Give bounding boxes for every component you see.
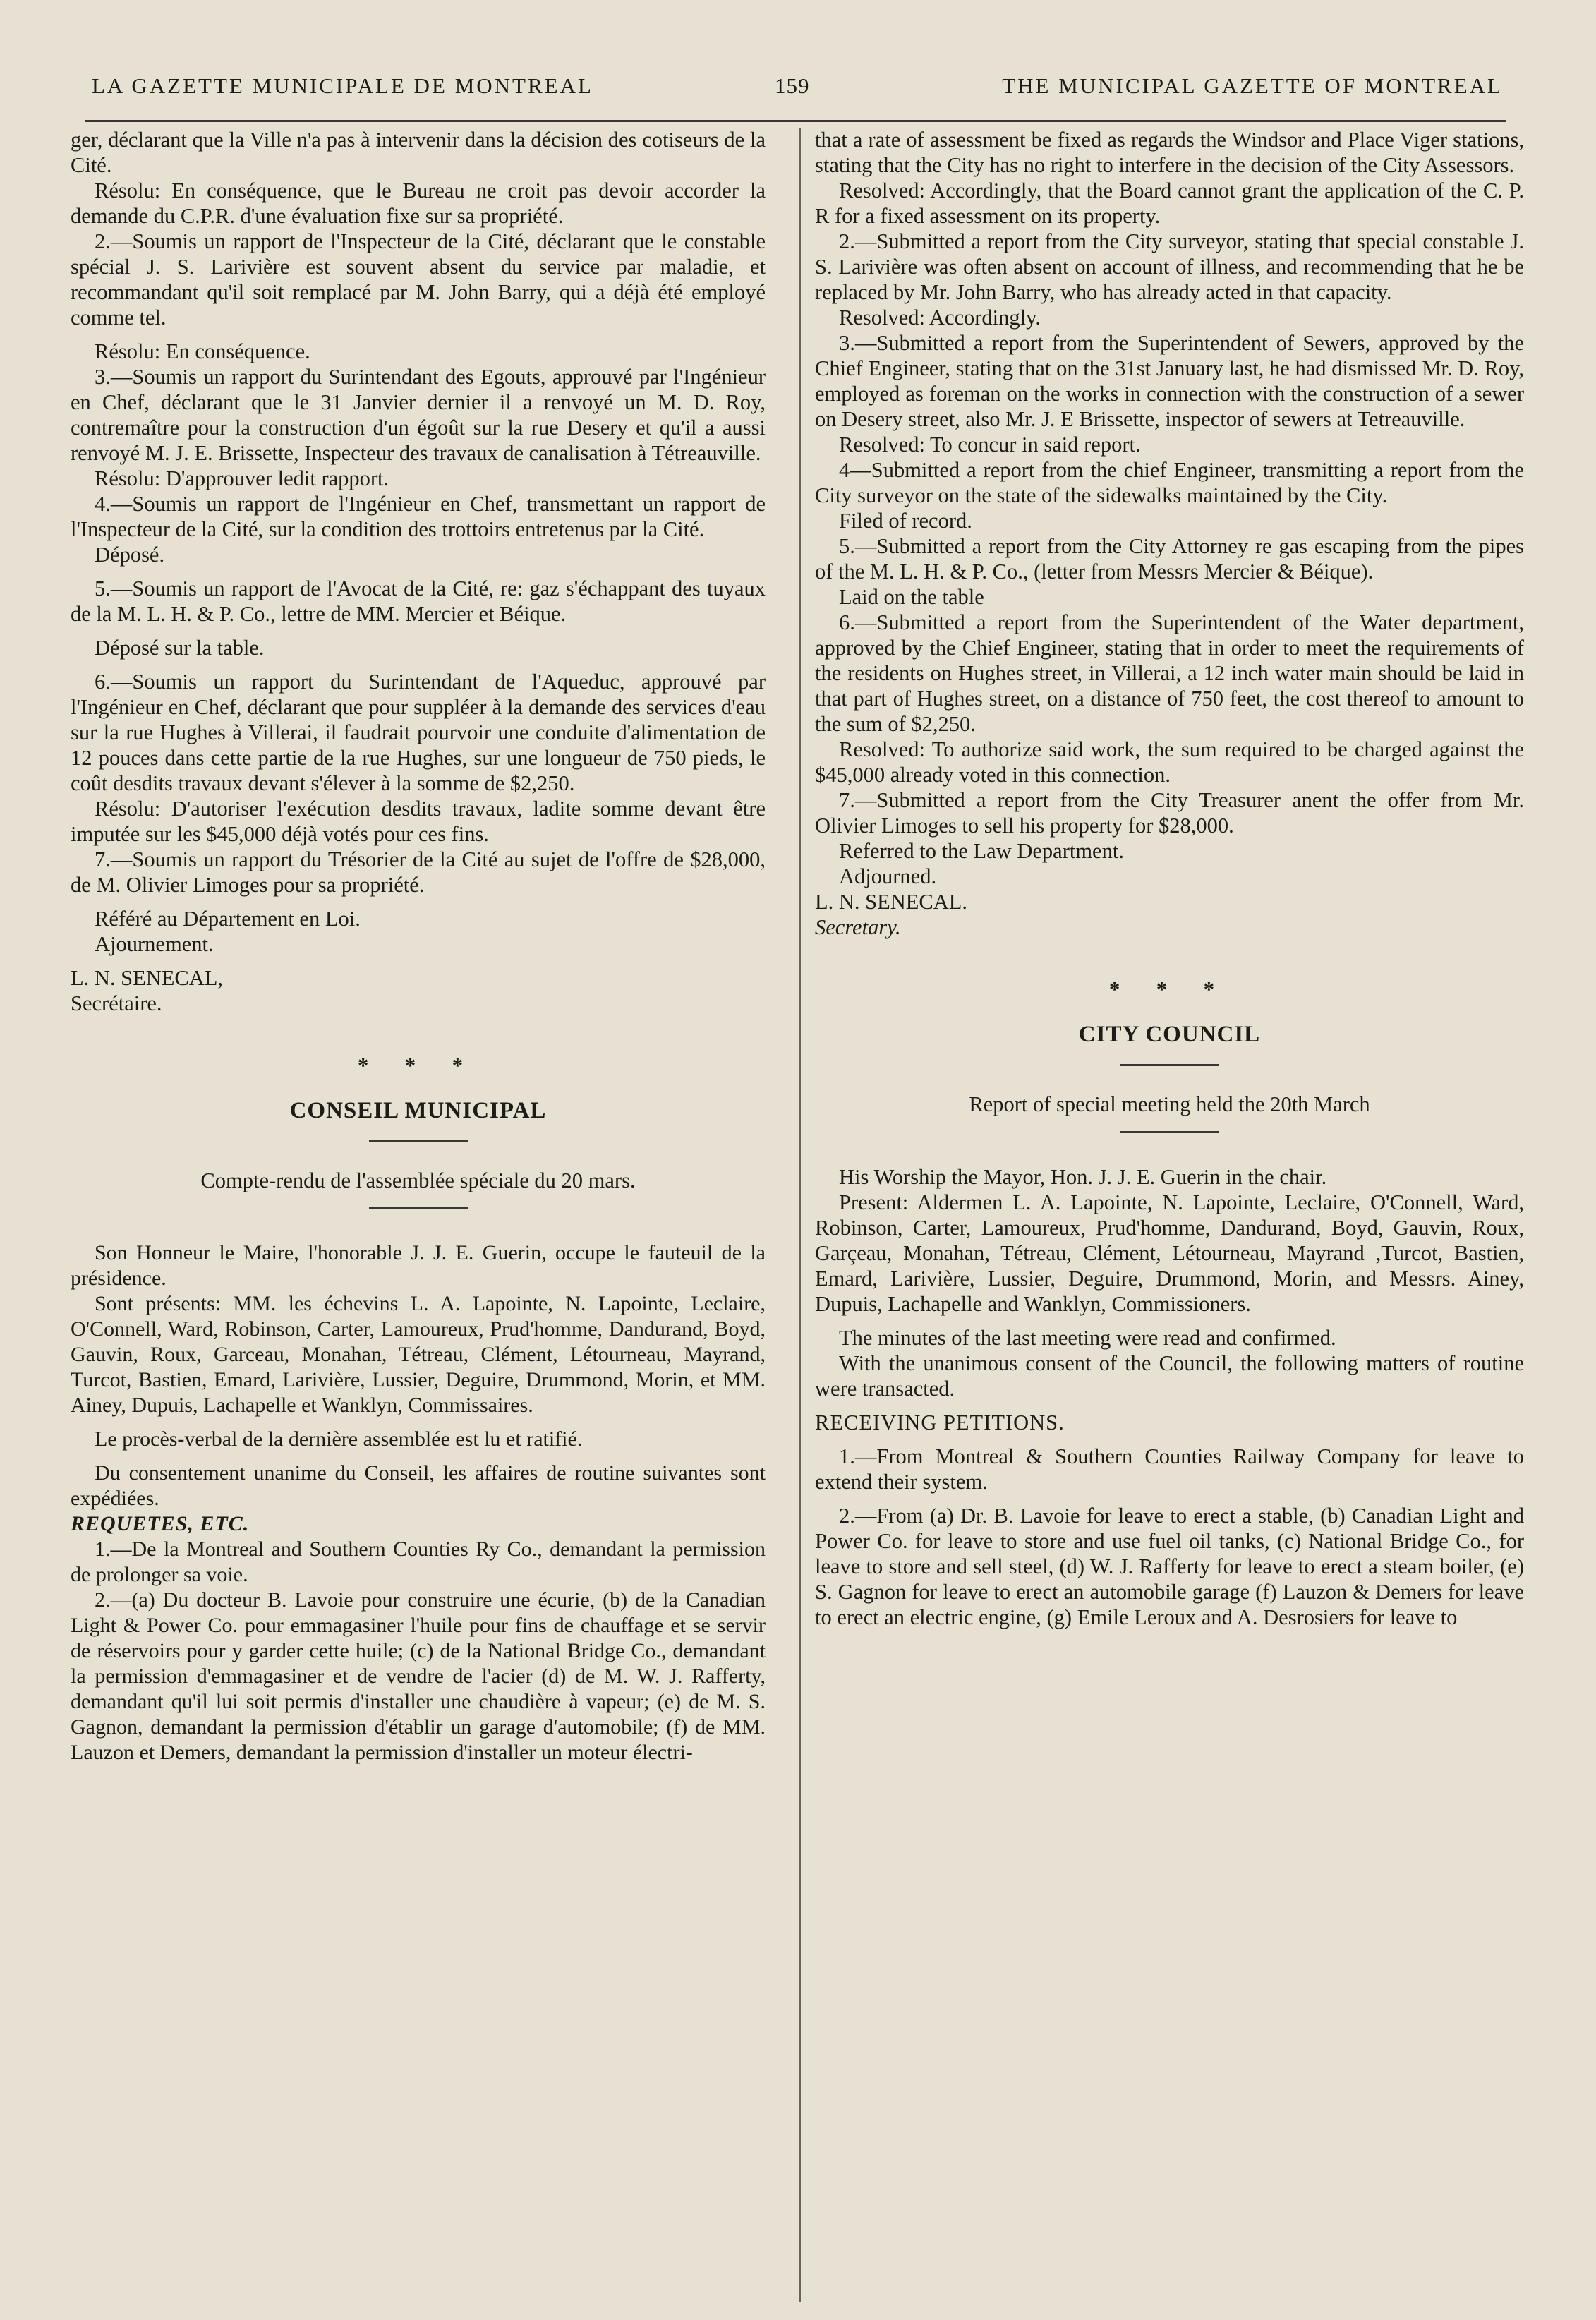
en-title-rule bbox=[1120, 1064, 1219, 1066]
fr-paragraph: Ajournement. bbox=[95, 932, 214, 956]
en-body-paragraph: Present: Aldermen L. A. Lapointe, N. Lapointe, Leclaire, O'Connell, Ward, Robinson, Carter, Lamoureux, Prud'homme, Dandurand, Boyd, Gauvin, Roux, Garçeau, Monahan, Tétreau, Clément, Létourneau, Mayrand ,Turcot, Bastien, Emard, Larivière, Lussier, Deguire, Drummond, Morin, and Messrs. Ainey, Dupuis, Lachapelle and Wanklyn, Commissioners. bbox=[815, 1190, 1524, 1316]
en-section-stars: * * * bbox=[1109, 977, 1230, 1001]
french-column bbox=[71, 127, 766, 1765]
fr-paragraph: Déposé. bbox=[95, 543, 165, 567]
en-meeting-body bbox=[815, 1164, 1524, 1630]
column-divider bbox=[799, 128, 801, 2302]
en-paragraph: 7.—Submitted a report from the City Treasurer anent the offer from Mr. Olivier Limoges to sell his property for $28,000. bbox=[815, 788, 1524, 838]
en-paragraph: Filed of record. bbox=[839, 509, 972, 533]
en-petitions-heading: RECEIVING PETITIONS. bbox=[815, 1410, 1065, 1434]
en-paragraph: Resolved: To concur in said report. bbox=[839, 433, 1141, 457]
fr-body-paragraph: Du consentement unanime du Conseil, les affaires de routine suivantes sont expédiées. bbox=[71, 1461, 766, 1510]
fr-paragraph: 3.—Soumis un rapport du Surintendant des Egouts, approuvé par l'Ingénieur en Chef, déclarant que le 31 Janvier dernier il a renvoyé un M. D. Roy, contremaître pour la construction d'un égoût sur la rue Desery et qu'il a aussi renvoyé M. J. E. Brissette, Inspecteur des travaux de canalisation à Tétreauville. bbox=[71, 365, 766, 465]
header-rule bbox=[85, 120, 1506, 122]
en-report-rule bbox=[1120, 1131, 1219, 1133]
en-paragraph: Referred to the Law Department. bbox=[839, 839, 1124, 863]
fr-paragraph: 2.—Soumis un rapport de l'Inspecteur de la Cité, déclarant que le constable spécial J. S. Larivière est souvent absent du service par maladie, et recommandant qu'il soit remplacé par M. John Barry, qui a déjà été employé comme tel. bbox=[71, 229, 766, 330]
en-petition: 2.—From (a) Dr. B. Lavoie for leave to erect a stable, (b) Canadian Light and Power Co. for leave to store and use fuel oil tanks, (c) National Bridge Co., for leave to store and sell steel, (d) W. J. Rafferty for leave to erect a steam boiler, (e) S. Gagnon for leave to erect an automobile garage (f) Lauzon & Demers for leave to erect an electric engine, (g) Emile Leroux and A. Desrosiers for leave to bbox=[815, 1504, 1524, 1629]
en-paragraph: that a rate of assessment be fixed as regards the Windsor and Place Viger stations, stating that the City has no right to interfere in the decision of the City Assessors. bbox=[815, 128, 1524, 177]
en-paragraph: Adjourned. bbox=[839, 864, 937, 888]
en-signature-title: Secretary. bbox=[815, 915, 901, 939]
en-body-paragraph: With the unanimous consent of the Council, the following matters of routine were transacted. bbox=[815, 1351, 1524, 1401]
fr-paragraph: 5.—Soumis un rapport de l'Avocat de la Cité, re: gaz s'échappant des tuyaux de la M. L. H. & P. Co., lettre de MM. Mercier et Béique. bbox=[71, 576, 766, 626]
en-paragraph: 3.—Submitted a report from the Superintendent of Sewers, approved by the Chief Engineer, stating that on the 31st January last, he had dismissed Mr. D. Roy, employed as foreman on the works in connection with the construction of a sewer on Desery street, also Mr. J. E Brissette, inspector of sewers at Tetreauville. bbox=[815, 331, 1524, 431]
en-council-title: CITY COUNCIL bbox=[1078, 1022, 1261, 1047]
fr-requete: 2.—(a) Du docteur B. Lavoie pour construire une écurie, (b) de la Canadian Light & Power Co. pour emmagasiner l'huile pour fins de chauffage et se servir de réservoirs pour y garder cette huile; (c) de la National Bridge Co., demandant la permission d'emmagasiner et de vendre de l'acier (d) de M. W. J. Rafferty, demandant qu'il lui soit permis d'installer une chaudière à vapeur; (e) de M. S. Gagnon, demandant la permission d'établir un garage d'automobile; (f) de MM. Lauzon et Demers, demandant la permission d'installer un moteur électri- bbox=[71, 1588, 766, 1764]
fr-report-title: Compte-rendu de l'assemblée spéciale du 20 mars. bbox=[200, 1168, 636, 1192]
fr-body-paragraph: Sont présents: MM. les échevins L. A. Lapointe, N. Lapointe, Leclaire, O'Connell, Ward, Robinson, Carter, Lamoureux, Prud'homme, Dandurand, Boyd, Gauvin, Roux, Garceau, Monahan, Tétreau, Clément, Létourneau, Mayrand, Turcot, Bastien, Emard, Larivière, Lussier, Deguire, Drummond, Morin, et MM. Ainey, Dupuis, Lachapelle et Wanklyn, Commissaires. bbox=[71, 1292, 766, 1417]
fr-paragraph: 6.—Soumis un rapport du Surintendant de l'Aqueduc, approuvé par l'Ingénieur en Chef, déclarant que pour suppléer à la demande des services d'eau sur la rue Hughes à Villerai, il faudrait pourvoir une conduite d'alimentation de 12 pouces dans cette partie de la rue Hughes, sur une longueur de 750 pieds, le coût desdits travaux devant s'élever à la somme de $2,250. bbox=[71, 670, 766, 795]
fr-report-rule bbox=[369, 1207, 468, 1209]
fr-title-rule bbox=[369, 1140, 468, 1142]
fr-paragraph: Référé au Département en Loi. bbox=[95, 907, 361, 931]
fr-paragraph: Résolu: En conséquence, que le Bureau ne croit pas devoir accorder la demande du C.P.R. d'une évaluation fixe sur sa propriété. bbox=[71, 179, 766, 228]
page-header bbox=[85, 68, 1503, 110]
fr-body-paragraph: Le procès-verbal de la dernière assemblée est lu et ratifié. bbox=[95, 1427, 583, 1451]
fr-paragraph: 4.—Soumis un rapport de l'Ingénieur en Chef, transmettant un rapport de l'Inspecteur de la Cité, sur la condition des trottoirs entretenus par la Cité. bbox=[71, 492, 766, 541]
header-english-title: THE MUNICIPAL GAZETTE OF MONTREAL bbox=[1002, 73, 1503, 98]
fr-signature-title: Secrétaire. bbox=[71, 991, 162, 1015]
english-column bbox=[815, 127, 1524, 1630]
fr-paragraph: Résolu: D'approuver ledit rapport. bbox=[95, 466, 389, 490]
fr-paragraph: Résolu: En conséquence. bbox=[95, 339, 310, 363]
fr-paragraph: Déposé sur la table. bbox=[95, 636, 265, 660]
fr-signature-name: L. N. SENECAL, bbox=[71, 966, 224, 990]
fr-body-paragraph: Son Honneur le Maire, l'honorable J. J. E. Guerin, occupe le fauteuil de la présidence. bbox=[71, 1241, 766, 1290]
fr-paragraph: ger, déclarant que la Ville n'a pas à intervenir dans la décision des cotiseurs de la Cité. bbox=[71, 128, 766, 177]
en-paragraph: Laid on the table bbox=[839, 585, 984, 609]
en-signature-name: L. N. SENECAL. bbox=[815, 890, 968, 914]
en-paragraph: Resolved: Accordingly, that the Board cannot grant the application of the C. P. R for a fixed assessment on its property. bbox=[815, 179, 1524, 228]
en-body-paragraph: His Worship the Mayor, Hon. J. J. E. Guerin in the chair. bbox=[839, 1165, 1327, 1189]
fr-requete: 1.—De la Montreal and Southern Counties Ry Co., demandant la permission de prolonger sa voie. bbox=[71, 1537, 766, 1586]
fr-paragraph: Résolu: D'autoriser l'exécution desdits travaux, ladite somme devant être imputée sur les $45,000 déjà votés pour ces fins. bbox=[71, 797, 766, 846]
header-french-title: LA GAZETTE MUNICIPALE DE MONTREAL bbox=[92, 73, 593, 98]
fr-paragraph: 7.—Soumis un rapport du Trésorier de la Cité au sujet de l'offre de $28,000, de M. Olivier Limoges pour sa propriété. bbox=[71, 847, 766, 897]
en-paragraph: 4—Submitted a report from the chief Engineer, transmitting a report from the City surveyor on the state of the sidewalks maintained by the City. bbox=[815, 458, 1524, 507]
fr-requetes-heading: REQUETES, ETC. bbox=[71, 1512, 250, 1535]
en-petition: 1.—From Montreal & Southern Counties Railway Company for leave to extend their system. bbox=[815, 1444, 1524, 1494]
en-paragraph: 6.—Submitted a report from the Superintendent of the Water department, approved by the Chief Engineer, stating that in order to meet the requirements of the residents on Hughes street, in Villerai, a 12 inch water main should be laid in that part of Hughes street, on a distance of 750 feet, the cost thereof to amount to the sum of $2,250. bbox=[815, 610, 1524, 736]
fr-section-stars: * * * bbox=[358, 1053, 478, 1077]
en-paragraph: 5.—Submitted a report from the City Attorney re gas escaping from the pipes of the M. L. H. & P. Co., (letter from Messrs Mercier & Béique). bbox=[815, 534, 1524, 584]
page-number: 159 bbox=[775, 73, 810, 98]
en-paragraph: Resolved: To authorize said work, the sum required to be charged against the $45,000 already voted in this connection. bbox=[815, 737, 1524, 787]
en-paragraph: Resolved: Accordingly. bbox=[839, 306, 1041, 330]
en-paragraph: 2.—Submitted a report from the City surveyor, stating that special constable J. S. Larivière was often absent on account of illness, and recommending that he be replaced by Mr. John Barry, who has already acted in that capacity. bbox=[815, 229, 1524, 304]
en-report-title: Report of special meeting held the 20th March bbox=[969, 1092, 1370, 1116]
fr-meeting-body bbox=[71, 1240, 766, 1765]
fr-council-title: CONSEIL MUNICIPAL bbox=[289, 1098, 547, 1123]
en-body-paragraph: The minutes of the last meeting were read and confirmed. bbox=[839, 1326, 1336, 1350]
